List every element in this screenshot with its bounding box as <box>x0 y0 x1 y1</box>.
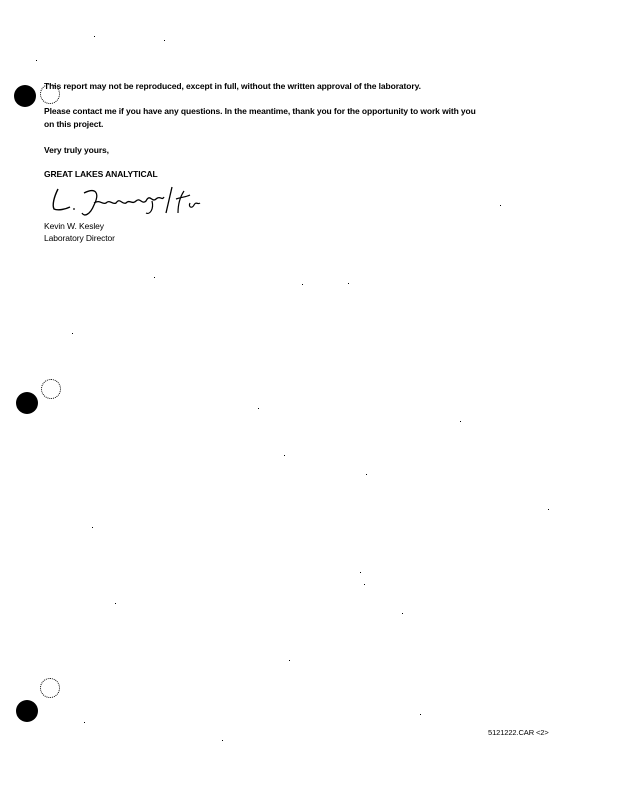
file-reference: 5121222.CAR <2> <box>488 728 549 737</box>
punch-hole-top <box>14 85 36 107</box>
speck <box>420 714 421 715</box>
speck <box>284 455 285 456</box>
speck <box>360 572 361 573</box>
disclaimer-text: This report may not be reproduced, except in full, without the written approval of the laboratory. <box>44 81 421 91</box>
speck <box>366 474 367 475</box>
speck <box>402 613 403 614</box>
speck <box>460 421 461 422</box>
speck <box>500 205 501 206</box>
speck <box>84 722 85 723</box>
speck <box>548 509 549 510</box>
contact-text-line2: on this project. <box>44 119 104 129</box>
speck <box>258 408 259 409</box>
speck <box>222 740 223 741</box>
punch-ring-middle <box>41 379 61 399</box>
punch-hole-bottom <box>16 700 38 722</box>
speck <box>94 36 95 37</box>
speck <box>72 333 73 334</box>
speck <box>115 603 116 604</box>
signer-name: Kevin W. Kesley <box>44 221 104 231</box>
speck <box>92 527 93 528</box>
contact-text-line1: Please contact me if you have any questions. In the meantime, thank you for the opportunity to work with you <box>44 106 476 116</box>
punch-hole-middle <box>16 392 38 414</box>
signer-title: Laboratory Director <box>44 233 115 243</box>
speck <box>364 584 365 585</box>
speck <box>154 277 155 278</box>
closing-text: Very truly yours, <box>44 145 109 155</box>
speck <box>289 660 290 661</box>
speck <box>348 283 349 284</box>
speck <box>36 60 37 61</box>
signature <box>44 183 204 219</box>
punch-ring-bottom <box>40 678 60 698</box>
speck <box>164 40 165 41</box>
company-name: GREAT LAKES ANALYTICAL <box>44 169 158 179</box>
speck <box>302 284 303 285</box>
